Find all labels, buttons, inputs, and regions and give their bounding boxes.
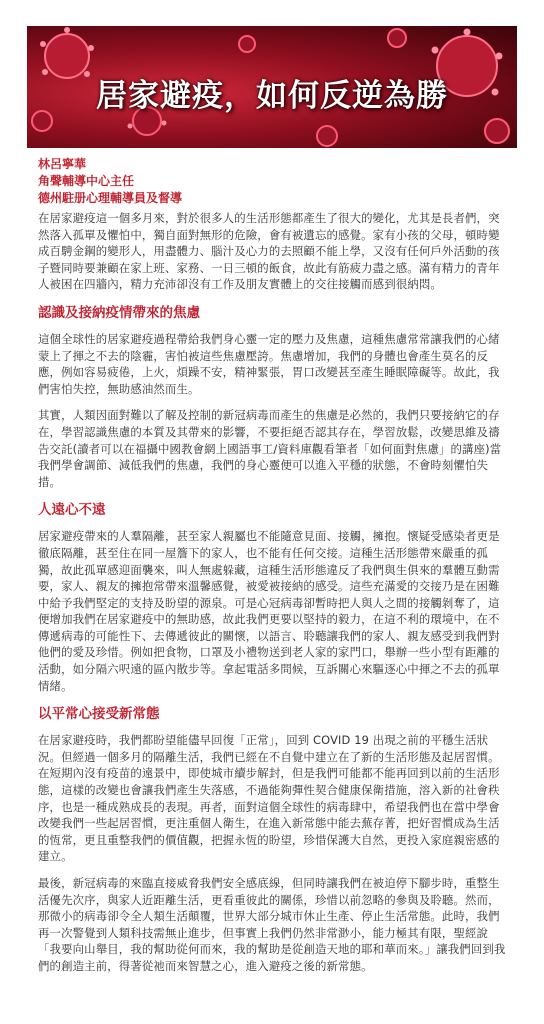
section-heading: 人遠心不遠: [38, 502, 106, 519]
paragraph: 其實，人類因面對難以了解及控制的新冠病毒而產生的焦慮是必然的，我們只要接納它的存在，學習認識焦慮的本質及其帶來的影響，不要拒絕否認其存在，學習放鬆，改變思維及禱告交託(讀者可以在福攝中國教會網上國語事工/資料庫觀看筆者「如何面對焦慮」的講座)當我們學會調節、減低我們的焦慮，我們的身心靈便可以進入平穩的狀態，不會時刻懼怕失措。: [38, 408, 502, 489]
paragraph: 在居家避疫時，我們都盼望能儘早回復「正常」，回到 COVID 19 出現之前的平穩生活狀況。但經過一個多月的隔離生活，我們已經在不自覺中建立在了新的生活形態及起居習慣。在短期內沒有疫苗的遠景中，即使城市續步解封，但是我們可能都不能再回到以前的生活形態，這樣的改變也會讓我們產生失落感，不過能夠彈性契合健康保衛措施，溶入新的社會秩序，也是一種成熟成長的表現。再者，面對這個全球性的病毒肆中，希望我們也在當中學會改變我們一些起居習慣，更注重個人衛生，在進入新常態中能去蕪存菁，把好習慣成為生活的恆常，更且重整我們的價值觀，把握永恆的盼望，珍惜保護大自然，更投入家庭親密感的建立。: [38, 733, 500, 864]
section-heading: 認識及接納疫情帶來的焦慮: [38, 304, 200, 321]
article-body: [38, 210, 508, 975]
author-block: [38, 156, 508, 207]
banner-title: 居家避疫，如何反逆為勝: [96, 78, 448, 114]
paragraph: 這個全球性的居家避疫過程帶給我們身心靈一定的壓力及焦慮，這種焦慮常常讓我們的心緒蒙上了揮之不去的陰霾，害怕被這些焦慮壓誇。焦慮增加，我們的身體也會產生莫名的反應，例如容易疲倦，上火，煩躁不安，精神緊張，胃口改變甚至產生睡眠障礙等。故此，我們害怕失控，無助感油然而生。: [38, 331, 500, 396]
paragraph: 居家避疫帶來的人羣隔離，甚至家人親屬也不能隨意見面、接觸，擁抱。懷疑受感染者更是徹底隔離，甚至住在同一屋簷下的家人，也不能有任何交接。這種生活形態帶來嚴重的孤獨，故此孤單感迎面襲來，叫人無處躲藏，這種生活形態違反了我們與生俱來的羣體互動需要，家人、親友的擁抱常帶來溫馨感覺，被愛被接納的感受。這些充滿愛的交接乃是在困難中給予我們堅定的支持及盼望的源泉。可是心冠病毒卻暫時把人與人之間的接觸剝奪了，這便增加我們在居家避疫中的無助感，故此我們更要以堅持的毅力，在這不利的環境中，在不傳遞病毒的可能性下、去傳遞彼此的關懷，以語言、聆聽讓我們的家人、親友感受到我們對他們的愛及珍惜。例如把食物，口罩及小禮物送到老人家的家門口，舉辦一些小型有距離的活動，如分隔六呎遠的區內散步等。拿起電話多問候，互訴關心來驅逐心中揮之不去的孤單情緒。: [38, 529, 500, 693]
author-position: 德州駐册心理輔導員及督導: [38, 191, 183, 205]
paragraph: 最後，新冠病毒的來臨直接威脅我們安全感底線，但同時讓我們在被迫停下腳步時，重整生活優先次序，與家人近距離生活，更看重彼此的關係，珍惜以前忽略的參與及聆聽。然而，那微小的病毒卻令全人類生活顛覆，世界大部分城市休止生產、停止生活常態。此時，我們再一次警覺到人類科技需無止進步，但事實上我們仍然非常渺小，能力極其有限，聖經說「我要向山舉目，我的幫助從何而來，我的幫助是從創造天地的耶和華而來。」讓我們回到我們的創造主前，得著從祂而來智慧之心，進入避疫之後的新常態。: [38, 876, 506, 973]
author-name: 林呂寧華: [38, 157, 87, 171]
header-banner: [27, 26, 517, 148]
section-heading: 以平常心接受新常態: [38, 706, 160, 723]
author-position: 角聲輔導中心主任: [38, 174, 135, 188]
intro-paragraph: 在居家避疫這一個多月來，對於很多人的生活形態都產生了很大的變化，尤其是長者們，突然落入孤單及懼怕中，獨自面對無形的危險，會有被遺忘的感覺。家有小孩的父母，頓時變成百騁金鋼的變形人，用盡體力、腦汁及心力的去照顧不能上學，又沒有任何戶外活動的孩子暨同時要兼顧在家上班、家務、一日三頓的飯食，故此有筋疲力盡之感。滿有精力的青年人被困在四牆內，精力充沛卻沒有工作及朋友實體上的交往接觸而感到很納悶。: [38, 211, 500, 292]
